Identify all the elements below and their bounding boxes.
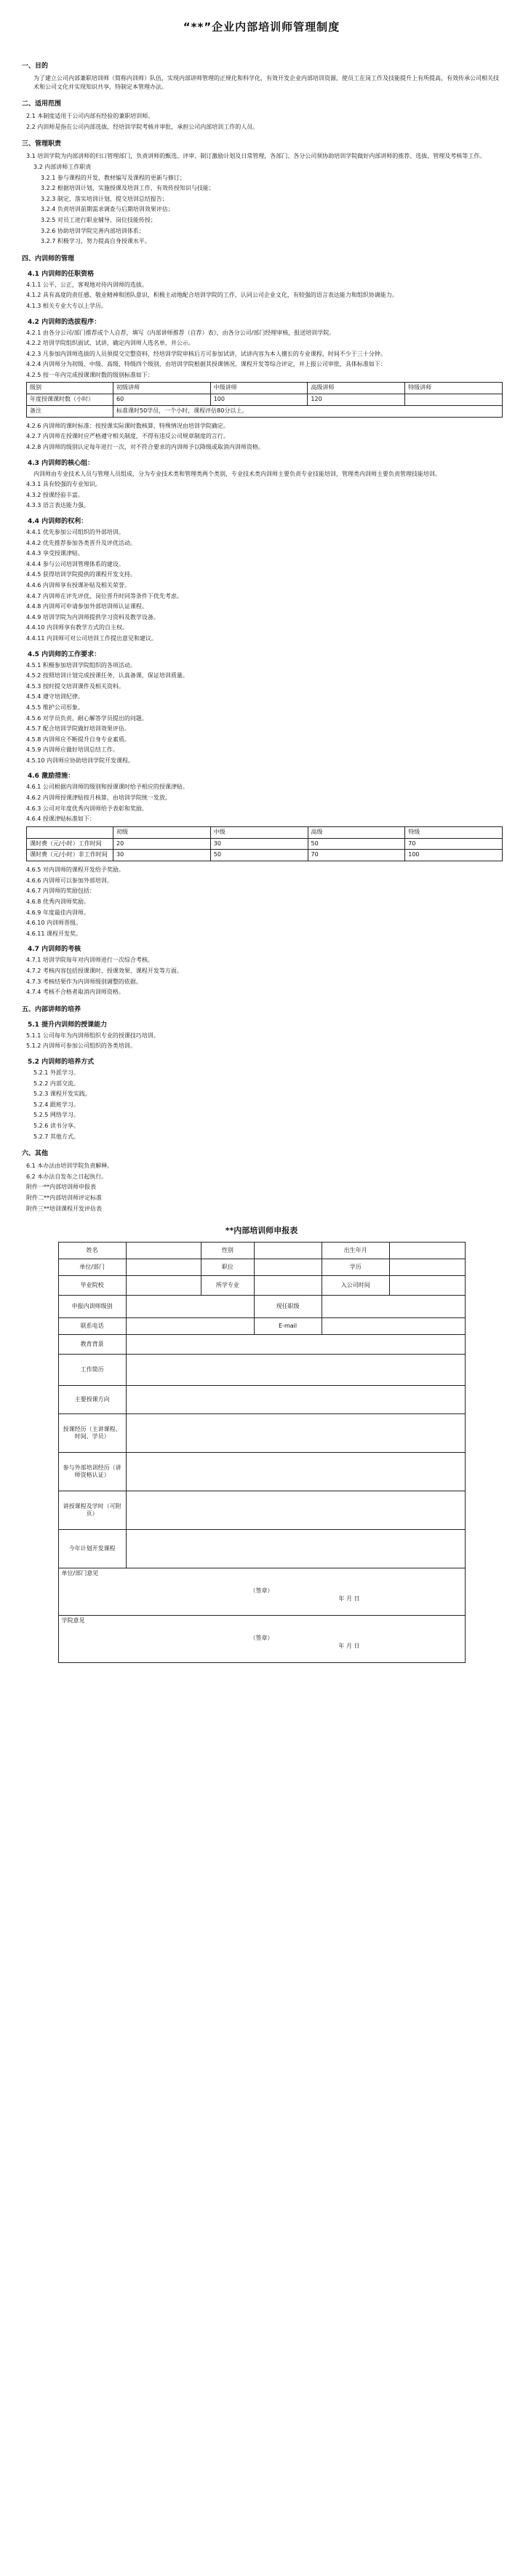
form-field[interactable] [389, 1243, 465, 1259]
paragraph: 4.5.5 维护公司形象。 [26, 703, 84, 711]
paragraph: 4.6.8 优秀内训师奖励。 [26, 898, 89, 906]
subsection-heading: 4.1 内训师的任职资格 [28, 270, 95, 278]
paragraph: 4.4.9 培训学院为内训师提供学习资料及教学设备。 [26, 613, 159, 621]
section-heading: 三、管理职责 [22, 140, 62, 148]
table-row [27, 850, 503, 861]
paragraph: 4.2.1 由各分公司/部门推荐或个人自荐，填写《内部讲师推荐（自荐）表》，由各分公司/部门经理审核，报送培训学院。 [26, 329, 335, 336]
table-cell: 120 [308, 394, 405, 406]
form-field[interactable] [126, 1335, 465, 1355]
list-item: 3.2.5 对员工进行职业辅导、岗位技能传授； [41, 216, 156, 223]
table-cell: 标准课时50学员，一个小时，课程评估80分以上。 [113, 406, 503, 418]
form-label: 毕业院校 [58, 1276, 126, 1296]
paragraph: 4.5.3 按时提交培训课件及相关资料。 [26, 682, 124, 690]
table-cell: 100 [210, 394, 308, 406]
table-cell: 60 [113, 394, 211, 406]
paragraph: 5.2.2 内部交流。 [33, 1080, 79, 1087]
form-field[interactable] [389, 1259, 465, 1276]
form-label: 申报内训师级别 [58, 1296, 126, 1318]
opinion-dept-cell[interactable] [58, 1568, 465, 1616]
form-label: 姓名 [58, 1243, 126, 1259]
table-header-cell: 级别 [27, 383, 113, 394]
table-row [27, 838, 503, 850]
paragraph: 4.3.3 语言表达能力强。 [26, 502, 89, 509]
paragraph: 5.2.7 其他方式。 [33, 1133, 79, 1140]
paragraph: 4.4.7 内训师在评先评优、岗位晋升时同等条件下优先考虑。 [26, 592, 183, 599]
paragraph: 6.1 本办法由培训学院负责解释。 [26, 1163, 113, 1170]
paragraph: 4.4.4 参与公司培训管理体系的建设。 [26, 560, 124, 567]
paragraph: 4.7.2 考核内容包括授课课时、授课效果、课程开发等方面。 [26, 968, 183, 974]
form-field[interactable] [126, 1318, 254, 1335]
paragraph: 4.2.4 内训师分为初级、中级、高级、特级四个级别，由培训学院根据其授课情况、课程开发等综合评定，并上报公司审批，具体标准如下： [26, 361, 386, 368]
paragraph: 3.2 内部讲师工作职责 [33, 163, 92, 170]
table-header-cell: 特级讲师 [405, 383, 503, 394]
form-label: 学历 [322, 1259, 389, 1276]
paragraph: 5.2.5 网络学习。 [33, 1112, 79, 1119]
list-item: 3.2.4 负责培训前期需求调查与后期培训效果评估； [41, 206, 174, 213]
form-field[interactable] [126, 1276, 201, 1296]
section-heading: 五、内部讲师的培养 [22, 1005, 81, 1013]
subsection-heading: 4.6 激励措施： [28, 773, 75, 781]
table-cell: 70 [308, 850, 405, 861]
subsection-heading: 4.4 内训师的权利： [28, 518, 88, 526]
paragraph: 4.6.7 内训师的奖励包括： [26, 888, 95, 895]
paragraph: 4.5.10 内训师应协助培训学院开发课程。 [26, 757, 134, 764]
table-cell: 课时费（元/小时）工作时间 [27, 838, 113, 850]
form-label: 性别 [201, 1243, 254, 1259]
paragraph: 4.6.3 公司对年度优秀内训师给予表彰和奖励。 [26, 805, 148, 812]
paragraph: 4.4.2 优先推荐参加各类晋升及评优活动。 [26, 539, 136, 546]
form-title: **内部培训师申报表 [225, 1226, 298, 1236]
subsection-heading: 4.2 内训师的选拔程序： [28, 318, 101, 326]
table-cell [405, 394, 503, 406]
paragraph: 4.1.3 相关专业大专以上学历。 [26, 302, 107, 309]
table-cell: 50 [308, 838, 405, 850]
table-header-cell: 初级 [113, 826, 211, 838]
paragraph: 2.2 内训师是指在公司内部选拔，经培训学院考核并审批，承担公司内部培训工作的人员。 [26, 123, 259, 130]
form-field[interactable] [126, 1491, 465, 1530]
paragraph: 4.4.11 内训师可对公司培训工作提出意见和建议。 [26, 634, 157, 642]
form-label: 所学专业 [201, 1276, 254, 1296]
paragraph: 4.7.1 培训学院每年对内训师进行一次综合考核。 [26, 957, 153, 964]
paragraph: 4.4.6 内训师享有授课补贴及相关荣誉。 [26, 581, 130, 589]
form-label: 职位 [201, 1259, 254, 1276]
form-field[interactable] [126, 1259, 201, 1276]
paragraph: 2.1 本制度适用于公司内部有经验的兼职培训师。 [26, 113, 154, 120]
paragraph: 4.6.2 内训师授课津贴按月核算，由培训学院统一发放。 [26, 794, 171, 802]
paragraph: 4.6.6 内训师可以参加外部培训。 [26, 877, 113, 884]
paragraph: 4.3.1 具有较强的专业知识。 [26, 481, 101, 488]
paragraph: 4.6.9 年度最佳内训师。 [26, 909, 89, 916]
form-field[interactable] [254, 1276, 322, 1296]
fee-table [26, 826, 503, 861]
table-cell: 70 [405, 838, 503, 850]
attachment-item: 附件一**内部培训师申报表 [26, 1184, 96, 1191]
table-cell: 50 [210, 850, 308, 861]
form-field[interactable] [254, 1243, 322, 1259]
table-cell: 30 [113, 850, 211, 861]
paragraph: 4.3.2 授课经验丰富。 [26, 491, 84, 498]
date-label: 年 月 日 [338, 1642, 360, 1649]
table-row [27, 394, 503, 406]
form-label: 教育背景 [58, 1335, 126, 1355]
form-label: 今年计划开发课程 [58, 1530, 126, 1568]
form-field[interactable] [322, 1318, 465, 1335]
paragraph: 4.4.3 享受授课津贴。 [26, 550, 84, 557]
form-label: 工作简历 [58, 1355, 126, 1386]
list-item: 3.2.7 积极学习，努力提高自身授课水平。 [41, 238, 151, 245]
form-field[interactable] [254, 1259, 322, 1276]
paragraph: 4.2.6 内训师的课时标准：按授课实际课时数核算，特殊情况由培训学院确定。 [26, 422, 229, 429]
paragraph: 4.5.8 内训师应不断提升自身专业素质。 [26, 735, 130, 743]
subsection-heading: 4.7 内训师的考核 [28, 946, 81, 954]
form-field[interactable] [389, 1276, 465, 1296]
paragraph: 4.5.7 配合培训学院做好培训效果评估。 [26, 725, 130, 733]
subsection-heading: 5.2 内训师的培养方式 [28, 1058, 95, 1066]
table-header-cell: 中级 [210, 826, 308, 838]
form-field[interactable] [126, 1355, 465, 1386]
form-label: 参与外部培训经历（讲师资格认证） [58, 1453, 126, 1491]
form-label: 出生年月 [322, 1243, 389, 1259]
paragraph: 4.5.9 内训师应做好培训总结工作。 [26, 746, 119, 754]
paragraph: 5.2.6 读书分享。 [33, 1122, 79, 1129]
list-item: 3.2.6 协助培训学院完善内部培训体系； [41, 227, 145, 234]
table-header-cell [27, 826, 113, 838]
form-label: 主要授课方向 [58, 1386, 126, 1414]
form-field[interactable] [126, 1243, 201, 1259]
paragraph: 内训师由专业技术人员与管理人员组成，分为专业技术类和管理类两个类别，专业技术类内训师主要负责专业技能培训，管理类内训师主要负责管理技能培训。 [33, 470, 441, 477]
table-cell: 年度授课课时数（小时） [27, 394, 113, 406]
sign-label: （签章） [249, 1635, 274, 1642]
form-label: 联系电话 [58, 1318, 126, 1335]
attachment-item: 附件三**培训课程开发评估表 [26, 1205, 102, 1212]
paragraph: 4.2.8 内训师的级别认定每年进行一次，对不符合要求的内训师予以降级或取消内训师资格。 [26, 444, 264, 451]
paragraph: 为了建立公司内部兼职培训师（简称内训师）队伍，实现内部讲师管理的正规化和科学化，有效开发企业内部培训资源，使员工在岗工作及技能提升上有所提高，有效传承公司相关技术和公司文化并实现知识共享，特制定本管理办法。 [33, 75, 499, 90]
form-field[interactable] [126, 1414, 465, 1453]
paragraph: 4.4.10 内训师享有教学方式的自主权。 [26, 624, 128, 631]
paragraph: 3.1 培训学院为内部讲师的归口管理部门，负责讲师的甄选、评审、制订激励计划及日常管理，各部门、各分公司须协助培训学院做好内部讲师的推荐、选拔、管理及考核等工作。 [26, 153, 486, 160]
paragraph: 4.4.1 优先参加公司组织的外部培训。 [26, 529, 124, 536]
paragraph: 4.2.3 凡参加内训师选拔的人员须提交完整资料，经培训学院审核后方可参加试讲，试讲内容为本人擅长的专业课程，时间不少于三十分钟。 [26, 350, 386, 357]
subsection-heading: 4.3 内训师的核心组： [28, 459, 95, 467]
table-cell: 30 [210, 838, 308, 850]
table-cell: 100 [405, 850, 503, 861]
table-cell: 备注 [27, 406, 113, 418]
section-heading: 六、其他 [22, 1150, 49, 1158]
table-header-cell: 初级讲师 [113, 383, 211, 394]
paragraph: 4.6.4 授课津贴标准如下： [26, 816, 95, 823]
paragraph: 4.2.2 培训学院组织面试、试讲，确定内训师人选名单，并公示。 [26, 340, 194, 347]
list-item: 3.2.1 参与课程的开发、教材编写及课程的更新与修订； [41, 174, 185, 181]
table-cell: 课时费（元/小时）非工作时间 [27, 850, 113, 861]
opinion-school-label: 学院意见 [61, 1617, 85, 1624]
section-heading: 一、目的 [22, 63, 49, 70]
table-cell: 20 [113, 838, 211, 850]
opinion-school-cell[interactable] [58, 1616, 465, 1663]
paragraph: 4.6.11 课程开发奖。 [26, 930, 81, 937]
paragraph: 4.4.5 获得培训学院提供的课程开发支持。 [26, 571, 136, 578]
form-field[interactable] [126, 1453, 465, 1491]
paragraph: 6.2 本办法自发布之日起执行。 [26, 1173, 108, 1180]
form-field[interactable] [126, 1530, 465, 1568]
paragraph: 4.6.5 对内训师的课程开发给予奖励。 [26, 866, 124, 874]
paragraph: 5.2.4 跟班学习。 [33, 1101, 79, 1108]
level-hours-table [26, 382, 503, 417]
paragraph: 4.4.8 内训师可申请参加外部培训师认证课程。 [26, 603, 148, 610]
paragraph: 4.5.1 积极参加培训学院组织的各项活动。 [26, 661, 136, 669]
paragraph: 5.1.2 内训师可参加公司组织的各类培训。 [26, 1042, 136, 1050]
table-header-cell: 高级讲师 [308, 383, 405, 394]
attachment-item: 附件二**内部培训师评定标准 [26, 1194, 102, 1201]
application-form-table [58, 1242, 466, 1663]
form-label: 单位/部门 [58, 1259, 126, 1276]
paragraph: 4.5.4 遵守培训纪律。 [26, 693, 84, 701]
form-field[interactable] [322, 1296, 465, 1318]
table-header-row [27, 826, 503, 838]
paragraph: 4.5.2 按照培训计划完成授课任务，认真备课，保证培训质量。 [26, 672, 188, 679]
list-item: 3.2.3 制定、落实培训计划，提交培训总结报告； [41, 195, 168, 202]
form-field[interactable] [126, 1386, 465, 1414]
form-label: 讲授课程及学时（可附页） [58, 1491, 126, 1530]
section-heading: 四、内训师的管理 [22, 255, 75, 263]
paragraph: 4.7.4 考核不合格者取消内训师资格。 [26, 989, 124, 996]
paragraph: 5.1.1 公司每年为内训师组织专业的授课技巧培训。 [26, 1032, 159, 1039]
paragraph: 5.2.1 外派学习。 [33, 1069, 79, 1076]
form-field[interactable] [126, 1296, 254, 1318]
table-header-cell: 特级 [405, 826, 503, 838]
table-header-cell: 中级讲师 [210, 383, 308, 394]
subsection-heading: 4.5 内训师的工作要求： [28, 650, 101, 658]
table-row [27, 406, 503, 418]
paragraph: 4.1.2 具有高度的责任感、敬业精神和团队意识，积极主动地配合培训学院的工作，认同公司企业文化，有较强的语言表达能力和组织协调能力。 [26, 292, 398, 299]
paragraph: 4.6.1 公司根据内训师的级别和授课课时给予相应的授课津贴。 [26, 783, 188, 791]
sign-label: （签章） [249, 1587, 274, 1595]
subsection-heading: 5.1 提升内训师的授课能力 [28, 1021, 108, 1029]
list-item: 3.2.2 根据培训计划，实施授课及培训工作，有效传授知识与技能； [41, 185, 215, 192]
paragraph: 4.6.10 内训师晋级。 [26, 920, 81, 927]
paragraph: 4.1.1 公平、公正，客观地对待内训师的选拔。 [26, 281, 148, 288]
opinion-dept-label: 单位/部门意见 [61, 1570, 99, 1577]
doc-title: “**”企业内部培训师管理制度 [183, 20, 340, 33]
paragraph: 4.7.3 考核结果作为内训师级别调整的依据。 [26, 978, 142, 985]
form-label: 现任职级 [254, 1296, 322, 1318]
date-label: 年 月 日 [338, 1595, 360, 1602]
form-label: E-mail [254, 1318, 322, 1335]
paragraph: 4.5.6 对学员负责，耐心解答学员提出的问题。 [26, 714, 148, 722]
form-label: 授课经历（主讲课程、时间、学员） [58, 1414, 126, 1453]
section-heading: 二、适用范围 [22, 100, 62, 108]
table-header-row [27, 383, 503, 394]
form-label: 入公司时间 [322, 1276, 389, 1296]
table-header-cell: 高级 [308, 826, 405, 838]
paragraph: 5.2.3 课程开发实践。 [33, 1090, 91, 1098]
table-caption: 4.2.5 按一年内完成授课课时数的级别标准如下： [26, 371, 153, 378]
paragraph: 4.2.7 内训师在授课时应严格遵守相关制度，不得有违反公司规章制度的言行。 [26, 433, 229, 440]
